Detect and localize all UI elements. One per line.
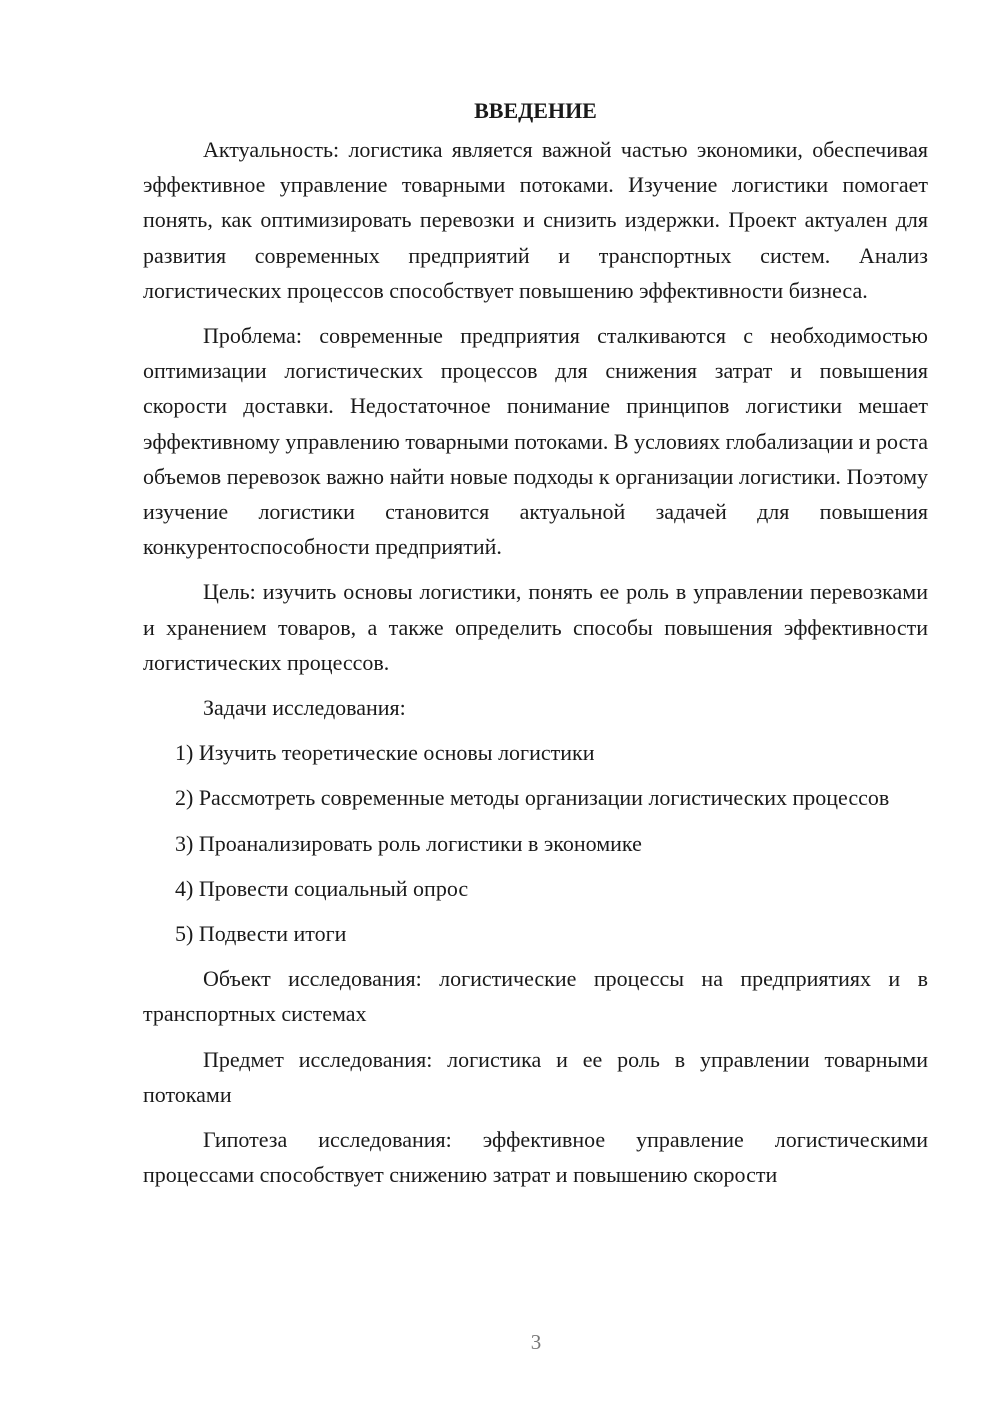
paragraph-subject: Предмет исследования: логистика и ее роль в управлении товарными потоками (143, 1046, 928, 1107)
paragraph-problem: Проблема: современные предприятия сталкиваются с необходимостью оптимизации логистических процессов для снижения затрат и повышения скорости доставки. Недостаточное понимание принципов логистики мешает эффективному управлению товарными потоками. В условиях глобализации и роста объемов перевозок важно найти новые подходы к организации логистики. Поэтому изучение логистики становится актуальной задачей для повышения конкурентоспособности предприятий. (143, 323, 928, 560)
task-item-3: 3) Проанализировать роль логистики в экономике (175, 830, 642, 856)
page-number: 3 (530, 1330, 542, 1354)
task-item-1: 1) Изучить теоретические основы логистики (175, 740, 595, 766)
task-item-5: 5) Подвести итоги (175, 921, 347, 947)
document-page (143, 92, 928, 1192)
task-item-2: 2) Рассмотреть современные методы организации логистических процессов (175, 785, 890, 811)
task-item-4: 4) Провести социальный опрос (175, 875, 469, 901)
paragraph-hypothesis: Гипотеза исследования: эффективное управление логистическими процессами способствует снижению затрат и повышению скорости (143, 1127, 928, 1188)
document-heading: ВВЕДЕНИЕ (474, 98, 597, 123)
paragraph-object: Объект исследования: логистические процессы на предприятиях и в транспортных системах (143, 966, 928, 1027)
paragraph-tasks-heading: Задачи исследования: (203, 695, 406, 721)
paragraph-goal: Цель: изучить основы логистики, понять ее роль в управлении перевозками и хранением товаров, а также определить способы повышения эффективности логистических процессов. (143, 579, 928, 675)
paragraph-relevance: Актуальность: логистика является важной частью экономики, обеспечивая эффективное управление товарными потоками. Изучение логистики помогает понять, как оптимизировать перевозки и снизить издержки. Проект актуален для развития современных предприятий и транспортных систем. Анализ логистических процессов способствует повышению эффективности бизнеса. (143, 137, 928, 303)
